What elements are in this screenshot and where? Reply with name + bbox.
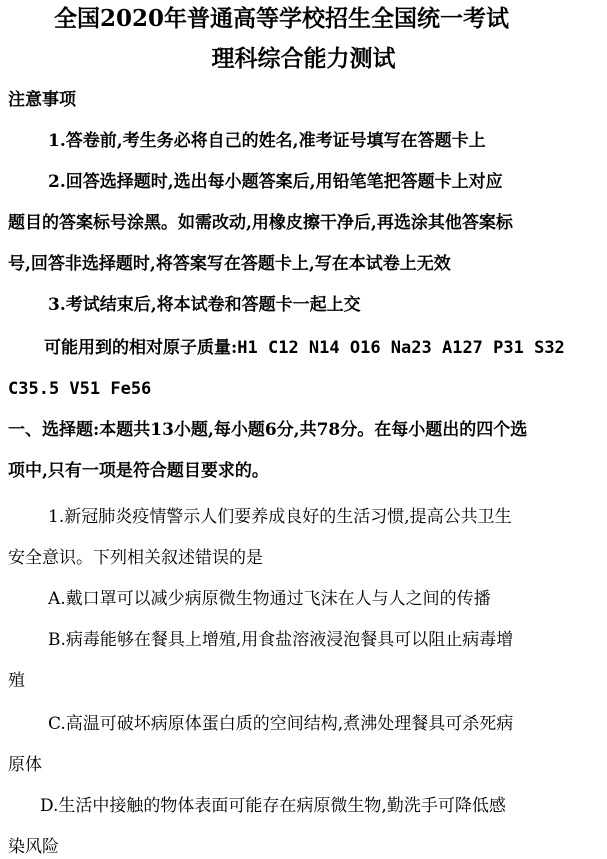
notice-item-1: 1.答卷前,考生务必将自己的姓名,准考证号填写在答题卡上 bbox=[48, 131, 486, 151]
atomic-mass-line1 bbox=[44, 336, 565, 360]
atomic-mass-line2: C35.5 V51 Fe56 bbox=[8, 379, 152, 399]
question1-stem-line2: 安全意识。下列相关叙述错误的是 bbox=[8, 548, 263, 568]
exam-subtitle: 理科综合能力测试 bbox=[211, 45, 396, 72]
question1-option-d-line2: 染风险 bbox=[8, 837, 59, 857]
atomic-mass-values: H1 C12 N14 O16 Na23 A127 P31 S32 bbox=[237, 338, 565, 358]
notice-heading: 注意事项 bbox=[8, 90, 76, 110]
question1-option-d-line1: D.生活中接触的物体表面可能存在病原微生物,勤洗手可降低感 bbox=[40, 796, 506, 816]
question1-option-a: A.戴口罩可以减少病原微生物通过飞沫在人与人之间的传播 bbox=[48, 589, 491, 609]
atomic-mass-label: 可能用到的相对原子质量: bbox=[44, 338, 238, 358]
notice-item-3: 3.考试结束后,将本试卷和答题卡一起上交 bbox=[48, 295, 361, 315]
section1-heading-line1: 一、选择题:本题共13小题,每小题6分,共78分。在每小题出的四个选 bbox=[8, 420, 528, 440]
question1-option-c-line2: 原体 bbox=[8, 755, 42, 775]
notice-item-2-line1: 2.回答选择题时,选出每小题答案后,用铅笔笔把答题卡上对应 bbox=[48, 172, 503, 192]
question1-option-b-line1: B.病毒能够在餐具上增殖,用食盐溶液浸泡餐具可以阻止病毒增 bbox=[48, 630, 514, 650]
question1-stem-line1: 1.新冠肺炎疫情警示人们要养成良好的生活习惯,提高公共卫生 bbox=[48, 507, 512, 527]
notice-item-2-line3: 号,回答非选择题时,将答案写在答题卡上,写在本试卷上无效 bbox=[8, 254, 451, 274]
question1-option-b-line2: 殖 bbox=[8, 671, 25, 691]
question1-option-c-line1: C.高温可破坏病原体蛋白质的空间结构,煮沸处理餐具可杀死病 bbox=[48, 714, 514, 734]
section1-heading-line2: 项中,只有一项是符合题目要求的。 bbox=[8, 461, 269, 481]
exam-title: 全国2020年普通高等学校招生全国统一考试 bbox=[53, 5, 509, 32]
notice-item-2-line2: 题目的答案标号涂黑。如需改动,用橡皮擦干净后,再选涂其他答案标 bbox=[8, 213, 513, 233]
